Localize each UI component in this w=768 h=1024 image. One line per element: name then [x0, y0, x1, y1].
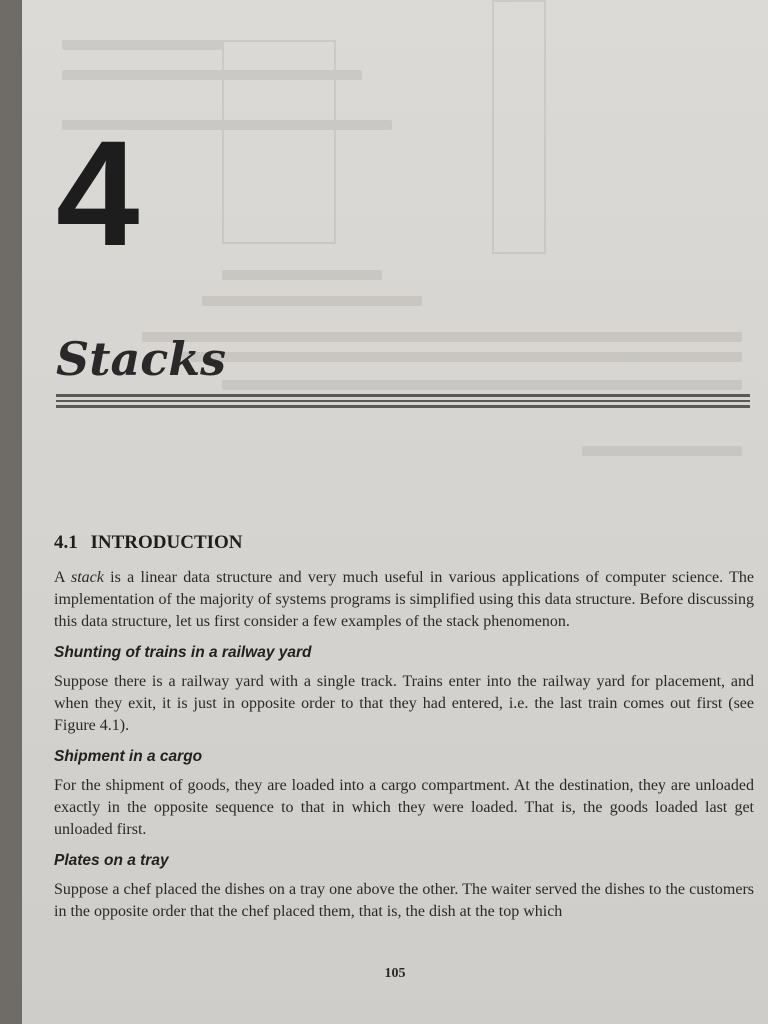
example-heading: Shipment in a cargo	[54, 748, 203, 765]
section-title: INTRODUCTION	[90, 532, 243, 553]
book-page	[22, 0, 768, 1024]
example-paragraph: Suppose there is a railway yard with a single track. Trains enter into the railway yard for placement, and when they exit, it is just in opposite order to that they had entered, i.e. the last train comes out first (see Figure 4.1).	[54, 673, 754, 734]
section-number: 4.1	[54, 532, 78, 553]
chapter-title: Stacks	[56, 332, 227, 386]
example-heading: Plates on a tray	[54, 852, 169, 869]
intro-text: is a linear data structure and very much useful in various applications of computer science. The implementation of the majority of systems programs is simplified using this data structure. Before discussing this data structure, let us first consider a few examples of the stack phenomenon.	[54, 569, 755, 630]
section-heading	[54, 532, 754, 554]
page-number: 105	[384, 966, 406, 981]
title-rule	[56, 394, 750, 397]
intro-paragraph	[54, 567, 754, 633]
intro-emphasis: stack	[70, 569, 104, 586]
example-paragraph: Suppose a chef placed the dishes on a tray one above the other. The waiter served the dishes to the customers in the opposite order that the chef placed them, that is, the dish at the top which	[54, 881, 754, 920]
intro-lead: A	[54, 569, 71, 586]
title-rule	[56, 400, 750, 402]
title-rule	[56, 405, 750, 408]
example-paragraph: For the shipment of goods, they are loaded into a cargo compartment. At the destination, they are unloaded exactly in the opposite sequence to that in which they were loaded. That is, the goods loaded last get unloaded first.	[54, 777, 754, 838]
page-content	[54, 532, 754, 923]
chapter-number: 4	[56, 109, 140, 277]
example-heading: Shunting of trains in a railway yard	[54, 644, 312, 661]
